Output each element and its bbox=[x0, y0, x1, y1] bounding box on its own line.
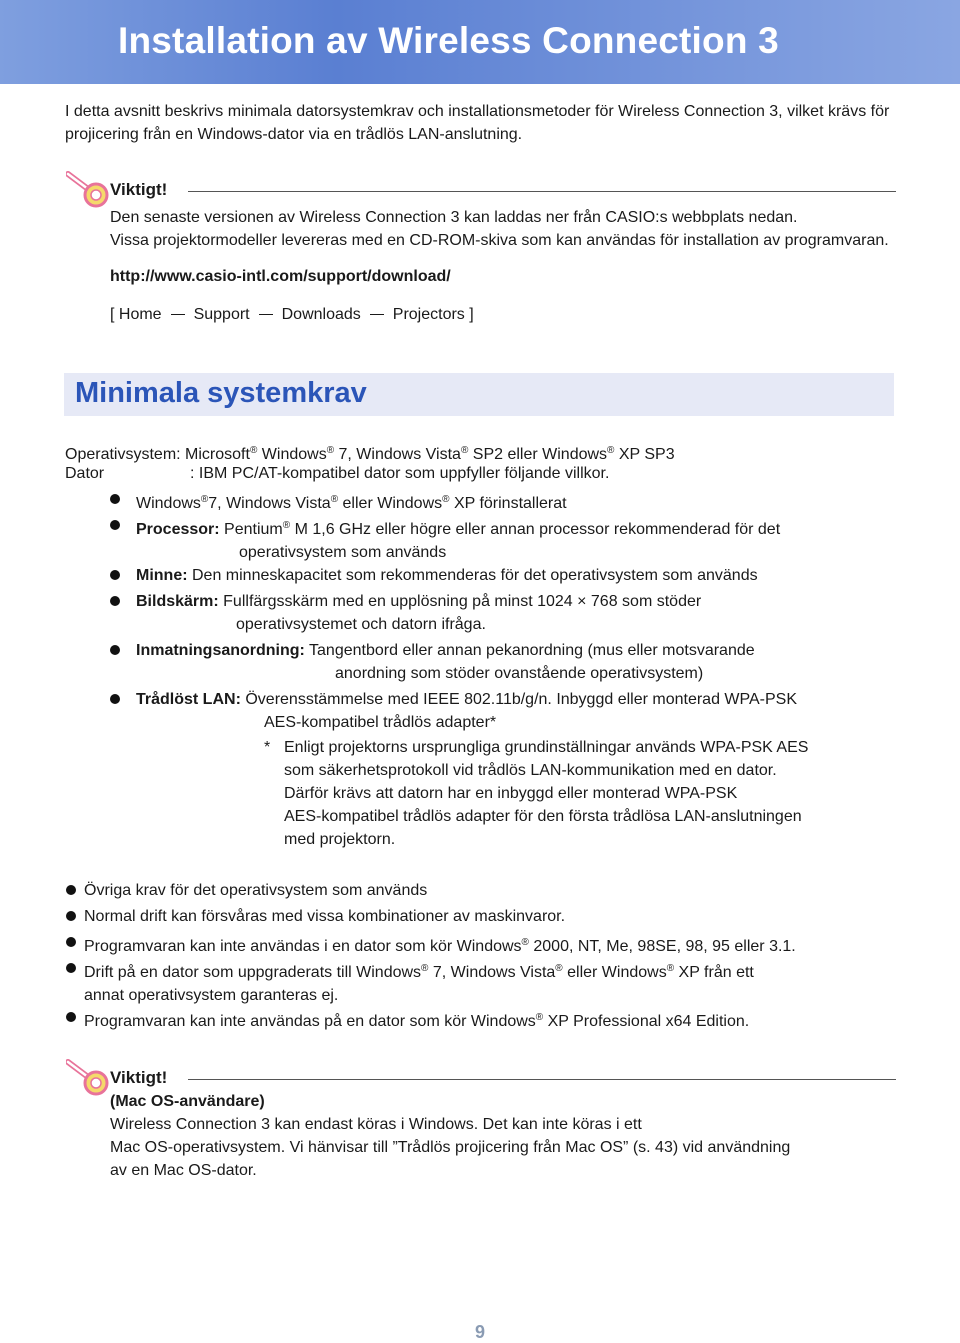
requirement-list bbox=[108, 488, 908, 734]
list-item bbox=[108, 514, 908, 564]
footnote bbox=[264, 736, 904, 851]
registered-mark: ® bbox=[421, 963, 429, 974]
list-item bbox=[64, 905, 904, 931]
registered-mark: ® bbox=[521, 937, 529, 948]
item-text: anordning som stöder ovanstående operativsystem) bbox=[335, 665, 704, 682]
breadcrumb-separator bbox=[171, 314, 185, 315]
item-text: eller Windows bbox=[342, 495, 443, 512]
footnote-line: AES-kompatibel trådlös adapter för den första trådlösa LAN-anslutningen bbox=[284, 808, 802, 825]
footnote-line: Därför krävs att datorn har en inbyggd eller monterad WPA-PSK bbox=[284, 785, 738, 802]
note-body bbox=[110, 206, 895, 326]
list-item bbox=[108, 488, 908, 514]
note-title: Viktigt! bbox=[110, 180, 168, 199]
list-item bbox=[64, 957, 904, 1006]
list-item bbox=[64, 1006, 904, 1032]
registered-mark: ® bbox=[249, 445, 258, 456]
breadcrumb-support: Support bbox=[193, 306, 250, 323]
os-label: Operativsystem: bbox=[65, 446, 181, 463]
important-note-mac bbox=[66, 1056, 896, 1196]
footnote-marker: * bbox=[264, 739, 271, 756]
item-text: 2000, NT, Me, 98SE, 98, 95 eller 3.1. bbox=[533, 938, 796, 955]
item-label: Processor: bbox=[136, 521, 220, 538]
note-line: av en Mac OS-dator. bbox=[110, 1162, 257, 1179]
list-item bbox=[64, 931, 904, 957]
page-number: 9 bbox=[474, 1322, 485, 1342]
footnote-line: Enligt projektorns ursprungliga grundinställningar används WPA-PSK AES bbox=[284, 739, 809, 756]
pushpin-icon bbox=[66, 1056, 110, 1096]
os-text: 7, Windows Vista bbox=[338, 446, 461, 463]
note-body bbox=[110, 1090, 895, 1182]
item-text: eller Windows bbox=[567, 964, 667, 981]
list-item bbox=[108, 564, 908, 590]
breadcrumb-home: [ Home bbox=[110, 306, 162, 323]
breadcrumb-separator bbox=[370, 314, 384, 315]
important-note bbox=[66, 168, 896, 358]
note-divider bbox=[188, 191, 896, 192]
registered-mark: ® bbox=[282, 520, 291, 531]
footnote-text bbox=[284, 736, 904, 851]
note-line: Mac OS-operativsystem. Vi hänvisar till ”Trådlös projicering från Mac OS” (s. 43) vid användning bbox=[110, 1139, 791, 1156]
breadcrumb-separator bbox=[259, 314, 273, 315]
item-label: Bildskärm: bbox=[136, 593, 219, 610]
item-label: Inmatningsanordning: bbox=[136, 642, 305, 659]
list-item bbox=[64, 879, 904, 905]
item-text: operativsystem som används bbox=[239, 544, 447, 561]
note-heading: (Mac OS-användare) bbox=[110, 1093, 265, 1110]
registered-mark: ® bbox=[535, 1012, 544, 1023]
footnote-line: som säkerhetsprotokoll vid trådlös LAN-kommunikation med en dator. bbox=[284, 762, 777, 779]
item-text: 7, Windows Vista bbox=[208, 495, 331, 512]
item-text: Programvaran kan inte användas i en dator som kör Windows bbox=[84, 938, 522, 955]
item-text: Normal drift kan försvåras med vissa kombinationer av maskinvaror. bbox=[84, 908, 566, 925]
section-title: Minimala systemkrav bbox=[75, 377, 367, 409]
item-text: Överensstämmelse med IEEE 802.11b/g/n. Inbyggd eller monterad WPA-PSK bbox=[245, 691, 798, 708]
item-text: XP förinstallerat bbox=[453, 495, 567, 512]
item-text: annat operativsystem garanteras ej. bbox=[84, 987, 339, 1004]
item-text: Övriga krav för det operativsystem som används bbox=[84, 882, 428, 899]
footnote-line: med projektorn. bbox=[284, 831, 396, 848]
registered-mark: ® bbox=[200, 494, 209, 505]
registered-mark: ® bbox=[330, 494, 339, 505]
os-text: SP2 eller Windows bbox=[472, 446, 608, 463]
os-text: Microsoft bbox=[185, 446, 250, 463]
breadcrumb-downloads: Downloads bbox=[281, 306, 361, 323]
registered-mark: ® bbox=[666, 963, 675, 974]
note-title: Viktigt! bbox=[110, 1068, 168, 1087]
page-title: Installation av Wireless Connection 3 bbox=[118, 20, 779, 61]
item-text: Den minneskapacitet som rekommenderas för det operativsystem som används bbox=[192, 567, 758, 584]
breadcrumb bbox=[110, 303, 895, 326]
item-label: Trådlöst LAN: bbox=[136, 691, 241, 708]
note-line: Vissa projektormodeller levereras med en CD-ROM-skiva som kan användas för installation av programvaran. bbox=[110, 232, 889, 249]
item-text: XP Professional x64 Edition. bbox=[547, 1013, 750, 1030]
note-line: Wireless Connection 3 kan endast köras i Windows. Det kan inte köras i ett bbox=[110, 1116, 642, 1133]
list-item bbox=[108, 639, 908, 688]
item-label: Minne: bbox=[136, 567, 188, 584]
item-text: XP från ett bbox=[678, 964, 754, 981]
pushpin-icon bbox=[66, 168, 110, 208]
item-text: Windows bbox=[136, 495, 201, 512]
registered-mark: ® bbox=[460, 445, 469, 456]
page-header bbox=[0, 0, 960, 84]
computer-text: : IBM PC/AT-kompatibel dator som uppfyller följande villkor. bbox=[190, 465, 610, 482]
registered-mark: ® bbox=[607, 445, 615, 456]
computer-requirement bbox=[65, 462, 905, 485]
note-line: Den senaste versionen av Wireless Connection 3 kan laddas ner från CASIO:s webbplats nedan. bbox=[110, 209, 798, 226]
os-text: XP SP3 bbox=[618, 446, 675, 463]
note-divider bbox=[188, 1079, 896, 1080]
item-text: Tangentbord eller annan pekanordning (mus eller motsvarande bbox=[309, 642, 755, 659]
list-item bbox=[108, 688, 908, 734]
section-header bbox=[64, 373, 894, 416]
download-link[interactable]: http://www.casio-intl.com/support/download/ bbox=[110, 268, 451, 285]
computer-label: Dator bbox=[65, 465, 105, 482]
item-text: Drift på en dator som uppgraderats till Windows bbox=[84, 964, 422, 981]
item-text: AES-kompatibel trådlös adapter* bbox=[264, 714, 497, 731]
item-text: 7, Windows Vista bbox=[432, 964, 556, 981]
os-text: Windows bbox=[261, 446, 327, 463]
other-requirements bbox=[64, 879, 904, 1032]
item-text: Fullfärgsskärm med en upplösning på minst 1024 × 768 som stöder bbox=[223, 593, 702, 610]
registered-mark: ® bbox=[555, 963, 563, 974]
breadcrumb-projectors: Projectors ] bbox=[392, 306, 474, 323]
item-text: Programvaran kan inte användas på en dator som kör Windows bbox=[84, 1013, 536, 1030]
intro-paragraph: I detta avsnitt beskrivs minimala datorsystemkrav och installationsmetoder för Wireless Connection 3, vilket krävs för projicering från en Windows-dator via en trådlös LAN-anslutning. bbox=[65, 103, 890, 143]
list-item bbox=[108, 590, 908, 639]
item-text: Pentium bbox=[224, 521, 283, 538]
item-text: operativsystemet och datorn ifråga. bbox=[236, 616, 486, 633]
item-text: M 1,6 GHz eller högre eller annan processor rekommenderad för det bbox=[294, 521, 781, 538]
registered-mark: ® bbox=[442, 494, 450, 505]
registered-mark: ® bbox=[326, 445, 335, 456]
